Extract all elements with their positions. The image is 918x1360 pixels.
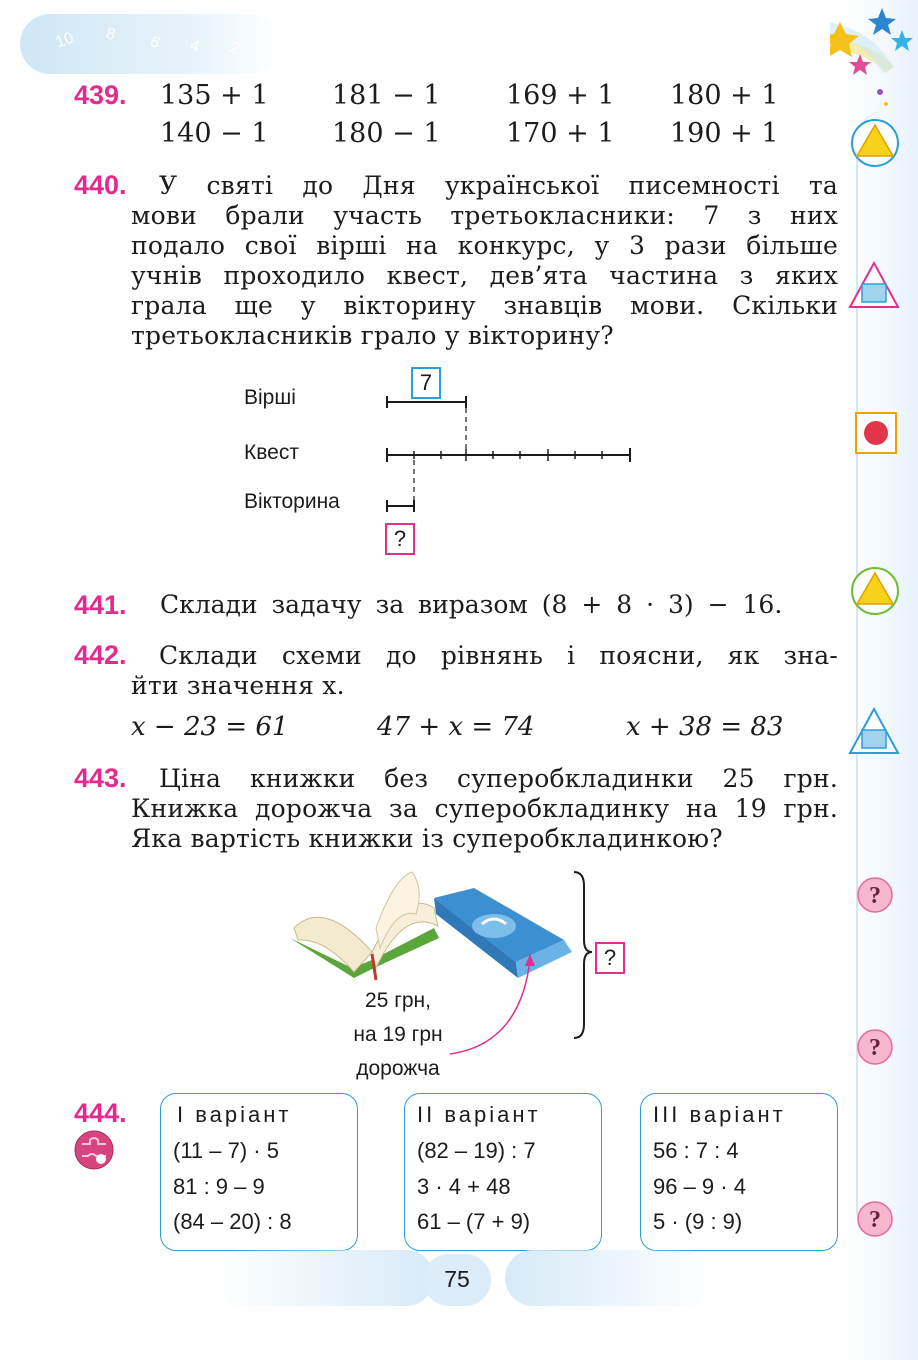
- book-price-caption: [318, 984, 478, 1086]
- equation: x + 38 = 83: [626, 712, 784, 742]
- task-443-text: [131, 764, 838, 854]
- example: 140 − 1: [160, 118, 269, 149]
- variant-expression: 61 – (7 + 9): [417, 1209, 531, 1234]
- open-book-icon: [290, 872, 439, 980]
- page-number: 75: [444, 1266, 470, 1292]
- triangle-square-icon: [848, 706, 900, 756]
- task-444-number: 444.: [74, 1098, 127, 1128]
- cloud-number: 10: [53, 29, 76, 52]
- task-441-text: Склади задачу за виразом (8 + 8 · 3) − 16.: [160, 590, 783, 619]
- example: 170 + 1: [506, 118, 615, 149]
- question-icon: [856, 876, 894, 914]
- task-439-number: 439.: [74, 80, 127, 110]
- variant-expression: (82 – 19) : 7: [417, 1138, 536, 1163]
- footer-cloud-right: [505, 1250, 715, 1306]
- task-441-number: 441.: [74, 590, 127, 620]
- task-442-number: 442.: [74, 640, 127, 670]
- variant-card-1: [160, 1093, 358, 1251]
- task-440-number: 440.: [74, 170, 127, 200]
- task-440-text: [131, 171, 838, 351]
- scheme-label-quest: Квест: [244, 441, 299, 464]
- circle-square-icon: [854, 411, 898, 455]
- text-line: Книжка дорожча за суперобкладинку на 19 грн.: [131, 794, 838, 823]
- footer-cloud-left: [214, 1250, 434, 1306]
- cloud-number: 8: [104, 25, 118, 44]
- variant-title: ІІІ варіант: [653, 1102, 786, 1127]
- variant-card-2: [404, 1093, 602, 1251]
- number-cloud-decoration: [20, 14, 280, 74]
- equation: x − 23 = 61: [131, 712, 289, 742]
- example: 190 + 1: [670, 118, 779, 149]
- text-line: У святі до Дня української писемності та: [159, 171, 838, 200]
- scheme-question-box: ?: [385, 523, 415, 555]
- svg-text:?: ?: [869, 1207, 881, 1233]
- example: 169 + 1: [506, 80, 615, 111]
- triangle-square-icon: [848, 260, 900, 310]
- example: 180 + 1: [670, 80, 779, 111]
- text-line: учнів проходило квест, дев’ята частина з яких: [131, 261, 838, 290]
- variant-card-3: [640, 1093, 838, 1251]
- variant-expression: (11 – 7) · 5: [173, 1138, 279, 1163]
- variant-title: ІІ варіант: [417, 1102, 541, 1127]
- variant-expression: 5 · (9 : 9): [653, 1209, 743, 1234]
- task-439-examples: [0, 80, 840, 160]
- puzzle-icon: [74, 1130, 114, 1170]
- variant-expression: 81 : 9 – 9: [173, 1174, 265, 1199]
- segment-scheme: [380, 392, 640, 516]
- task-442-text: [131, 641, 838, 701]
- caption-line: дорожча: [356, 1057, 440, 1080]
- caption-line: 25 грн,: [365, 989, 431, 1012]
- scheme-label-verses: Вірші: [244, 386, 296, 409]
- cloud-number: 6: [146, 32, 163, 53]
- variant-expression: (84 – 20) : 8: [173, 1209, 292, 1234]
- example: 135 + 1: [160, 80, 269, 111]
- scheme-value-box: 7: [411, 367, 441, 399]
- caption-line: на 19 грн: [353, 1023, 443, 1046]
- example: 180 − 1: [332, 118, 441, 149]
- question-icon: [856, 1200, 894, 1238]
- svg-text:?: ?: [869, 1035, 881, 1061]
- variant-title: І варіант: [177, 1102, 292, 1127]
- question-icon: [856, 1028, 894, 1066]
- svg-text:?: ?: [869, 883, 881, 909]
- text-line: Склади схеми до рівнянь і поясни, як зна-: [159, 641, 838, 670]
- triangle-circle-icon: [850, 566, 900, 616]
- cloud-number: 2: [227, 39, 242, 59]
- text-line: подало свої вірші на конкурс, у 3 рази більше: [131, 231, 838, 260]
- task-442-equations: [0, 712, 840, 748]
- text-line: третьокласників грало у вікторину?: [131, 321, 614, 350]
- scheme-label-quiz: Вікторина: [244, 490, 340, 513]
- text-line: мови брали участь третьокласники: 7 з них: [131, 201, 838, 230]
- variant-expression: 56 : 7 : 4: [653, 1138, 739, 1163]
- blue-book-icon: [434, 888, 572, 978]
- star-burst-decoration: [830, 0, 918, 110]
- text-line: йти значення x.: [131, 671, 345, 700]
- task-443-number: 443.: [74, 763, 127, 793]
- cloud-number: 4: [187, 37, 202, 57]
- variant-expression: 3 · 4 + 48: [417, 1174, 511, 1199]
- example: 181 − 1: [332, 80, 441, 111]
- triangle-icon: [850, 118, 900, 168]
- equation: 47 + x = 74: [377, 712, 535, 742]
- variant-expression: 96 – 9 · 4: [653, 1174, 746, 1199]
- text-line: грала ще у вікторину знавців мови. Скільки: [131, 291, 838, 320]
- price-question-box: ?: [595, 942, 625, 974]
- text-line: Яка вартість книжки із суперобкладинкою?: [131, 824, 723, 853]
- text-line: Ціна книжки без суперобкладинки 25 грн.: [159, 764, 838, 793]
